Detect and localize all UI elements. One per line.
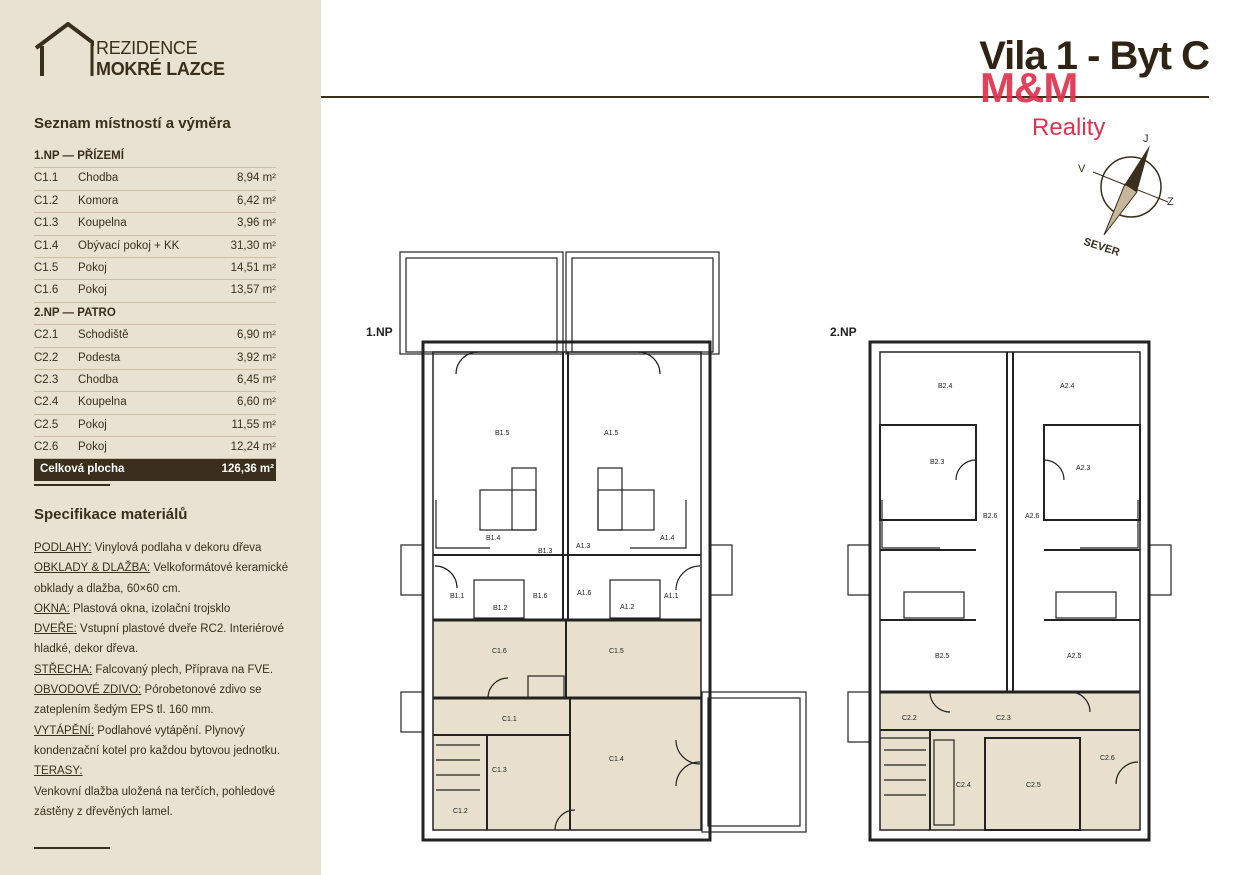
room-label: A1.3 xyxy=(576,543,591,550)
total-row: Celková plocha 126,36 m² xyxy=(34,459,276,480)
room-label: C2.2 xyxy=(902,715,917,722)
room-label: C1.5 xyxy=(609,648,624,655)
room-label: B1.4 xyxy=(486,535,501,542)
room-label: B1.5 xyxy=(495,430,510,437)
room-label: B2.3 xyxy=(930,459,945,466)
room-row: C1.1 Chodba 8,94 m² xyxy=(34,168,276,190)
room-label: A1.4 xyxy=(660,535,675,542)
compass-icon xyxy=(1078,133,1174,259)
compass-v: V xyxy=(1078,163,1086,175)
logo-line2: MOKRÉ LAZCE xyxy=(96,59,225,79)
spec-title: Specifikace materiálů xyxy=(34,506,188,523)
room-row: C2.5 Pokoj 11,55 m² xyxy=(34,415,276,437)
room-label: B2.4 xyxy=(938,383,953,390)
spec-item: PODLAHY: Vinylová podlaha v dekoru dřeva xyxy=(34,542,262,554)
spec-item: DVEŘE: Vstupní plastové dveře RC2. Interiérové hladké, dekor dřeva. xyxy=(34,623,284,656)
spec-item: OKNA: Plastová okna, izolační trojsklo xyxy=(34,602,231,615)
compass-j: J xyxy=(1143,133,1149,145)
room-row: C2.4 Koupelna 6,60 m² xyxy=(34,392,276,414)
room-label: B2.5 xyxy=(935,653,950,660)
spec-item: TERASY: xyxy=(34,765,83,778)
room-row: C1.6 Pokoj 13,57 m² xyxy=(34,280,276,302)
room-row: C1.3 Koupelna 3,96 m² xyxy=(34,213,276,235)
watermark-sub: Reality xyxy=(1032,114,1106,141)
room-label: B2.6 xyxy=(983,513,998,520)
room-label: A2.5 xyxy=(1067,653,1082,660)
floor-header-2np: 2.NP — PATRO xyxy=(34,303,276,325)
room-label: C2.4 xyxy=(956,782,971,789)
room-label: B1.6 xyxy=(533,593,548,600)
room-row: C1.4 Obývací pokoj + KK 31,30 m² xyxy=(34,236,276,258)
plan2-label: 2.NP xyxy=(830,325,857,339)
room-row: C2.1 Schodiště 6,90 m² xyxy=(34,325,276,347)
room-label: A2.4 xyxy=(1060,383,1075,390)
room-row: C2.6 Pokoj 12,24 m² xyxy=(34,437,276,459)
room-label: C1.4 xyxy=(609,756,624,763)
page-title: Vila 1 - Byt C xyxy=(979,34,1209,78)
rooms-title: Seznam místností a výměra xyxy=(34,115,231,132)
room-label: B1.1 xyxy=(450,593,465,600)
room-label: B1.3 xyxy=(538,548,553,555)
floor-header-1np: 1.NP — PŘÍZEMÍ xyxy=(34,146,276,168)
room-row: C1.2 Komora 6,42 m² xyxy=(34,191,276,213)
room-label: C2.3 xyxy=(996,715,1011,722)
spec-item: STŘECHA: Falcovaný plech, Příprava na FVE. xyxy=(34,663,274,676)
room-label: C1.1 xyxy=(502,716,517,723)
plan-2np xyxy=(848,342,1171,840)
room-label: A1.6 xyxy=(577,590,592,597)
room-label: A2.6 xyxy=(1025,513,1040,520)
room-label: A1.1 xyxy=(664,593,679,600)
room-label: C1.3 xyxy=(492,767,507,774)
room-row: C1.5 Pokoj 14,51 m² xyxy=(34,258,276,280)
room-row: C2.2 Podesta 3,92 m² xyxy=(34,348,276,370)
room-row: C2.3 Chodba 6,45 m² xyxy=(34,370,276,392)
room-label: A1.2 xyxy=(620,604,635,611)
spec-item: OBVODOVÉ ZDIVO: Pórobetonové zdivo se zateplením šedým EPS tl. 160 mm. xyxy=(34,684,262,717)
compass-z: Z xyxy=(1167,196,1174,208)
room-label: C2.6 xyxy=(1100,755,1115,762)
room-label: C2.5 xyxy=(1026,782,1041,789)
room-label: B1.2 xyxy=(493,605,508,612)
spec-item: VYTÁPĚNÍ: Podlahové vytápění. Plynový kondenzační kotel pro každou bytovou jednotku. xyxy=(34,724,281,757)
room-label: A1.5 xyxy=(604,430,619,437)
compass-sever: SEVER xyxy=(1081,235,1122,259)
spec-item: Venkovní dlažba uložená na terčích, pohledové zástěny z dřevěných lamel. xyxy=(34,785,276,818)
watermark-brand: M&M xyxy=(980,64,1078,111)
room-label: C1.2 xyxy=(453,808,468,815)
plan1-label: 1.NP xyxy=(366,325,393,339)
room-label: A2.3 xyxy=(1076,465,1091,472)
logo-line1: REZIDENCE xyxy=(96,38,198,58)
room-label: C1.6 xyxy=(492,648,507,655)
spec-item: OBKLADY & DLAŽBA: Velkoformátové keramické obklady a dlažba, 60×60 cm. xyxy=(34,562,289,595)
plan-1np xyxy=(400,252,806,840)
